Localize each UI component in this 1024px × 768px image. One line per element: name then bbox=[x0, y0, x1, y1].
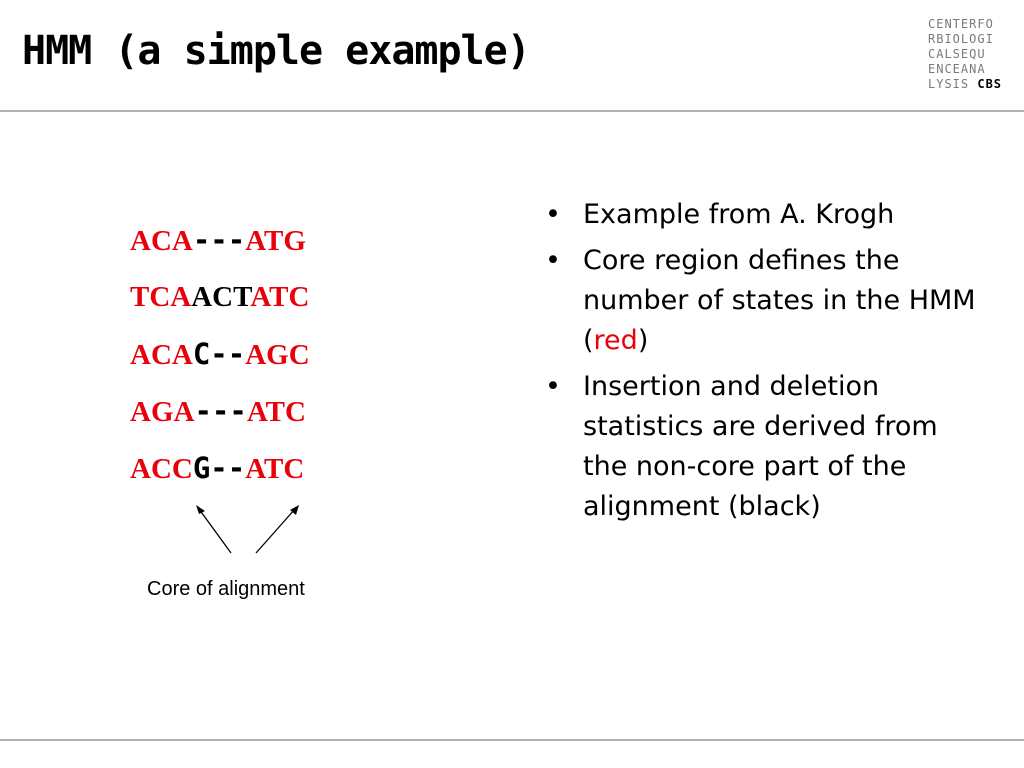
logo-brand: CBS bbox=[977, 77, 1003, 91]
left-arrow-icon bbox=[196, 505, 231, 553]
logo-line-prefix: LYSIS bbox=[928, 77, 970, 91]
core-arrows bbox=[185, 495, 315, 560]
noncore-segment: ACT bbox=[191, 281, 251, 313]
sequence-alignment bbox=[130, 220, 310, 505]
core-segment: ATC bbox=[245, 453, 305, 485]
core-segment: AGC bbox=[245, 339, 310, 371]
logo-line: CENTERFO bbox=[928, 17, 994, 31]
bullet-text: Insertion and deletion statistics are derived from the non-core part of the alignment (black) bbox=[583, 371, 938, 522]
core-segment: ACC bbox=[130, 453, 193, 485]
logo-line: RBIOLOGI bbox=[928, 32, 994, 46]
bullet-item bbox=[545, 367, 985, 527]
bullet-icon: • bbox=[545, 199, 561, 230]
bullet-highlight: red bbox=[593, 325, 638, 356]
noncore-segment: C-- bbox=[192, 337, 246, 371]
bullet-text: Core region defines the number of states in the HMM ( bbox=[583, 245, 976, 356]
core-segment: ATG bbox=[245, 225, 306, 257]
alignment-row bbox=[130, 391, 310, 448]
noncore-segment: --- bbox=[192, 223, 246, 257]
bullet-item bbox=[545, 195, 985, 235]
logo-line: CALSEQU bbox=[928, 47, 986, 61]
right-arrow-icon bbox=[256, 505, 299, 553]
core-segment: ACA bbox=[130, 225, 193, 257]
core-segment: AGA bbox=[130, 396, 195, 428]
core-alignment-label: Core of alignment bbox=[147, 578, 305, 600]
bullet-item bbox=[545, 241, 985, 361]
core-segment: ATC bbox=[246, 396, 306, 428]
bullet-list bbox=[545, 195, 985, 533]
bullet-icon: • bbox=[545, 245, 561, 276]
bullet-icon: • bbox=[545, 371, 561, 402]
page-title: HMM (a simple example) bbox=[22, 28, 530, 74]
logo-line-last bbox=[928, 77, 1002, 92]
bullet-text-end: ) bbox=[637, 325, 649, 356]
noncore-segment: G-- bbox=[192, 451, 246, 485]
footer-divider bbox=[0, 739, 1024, 741]
alignment-row bbox=[130, 277, 310, 334]
alignment-row bbox=[130, 334, 310, 391]
alignment-row bbox=[130, 220, 310, 277]
logo-line: ENCEANA bbox=[928, 62, 986, 76]
cbs-logo bbox=[928, 17, 1002, 92]
header-divider bbox=[0, 110, 1024, 112]
core-segment: ATC bbox=[250, 281, 310, 313]
core-segment: TCA bbox=[130, 281, 192, 313]
core-segment: ACA bbox=[130, 339, 193, 371]
bullet-text: Example from A. Krogh bbox=[583, 199, 895, 230]
noncore-segment: --- bbox=[194, 394, 247, 428]
